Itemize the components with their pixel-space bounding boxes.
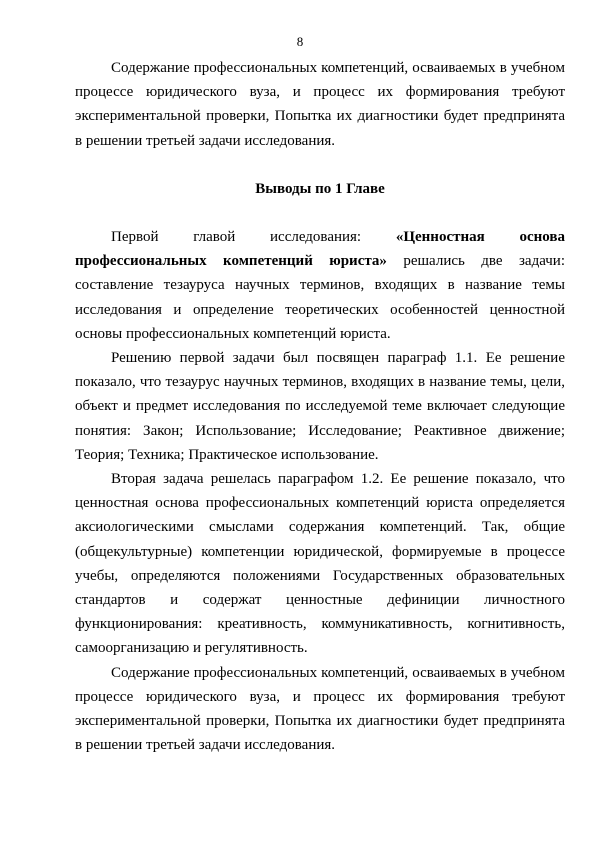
- paragraph-chapter-summary: [75, 225, 565, 346]
- chapter-title-bold: «Ценностная основа профессиональных компетенций юриста»: [75, 229, 566, 270]
- paragraph-closing: Содержание профессиональных компетенций, осваиваемых в учебном процессе юридического вуза, и процесс их формирования требуют экспериментальной проверки, Попытка их диагностики будет предпринята в решении третьей задачи исследования.: [75, 664, 565, 754]
- paragraph-second-task: Вторая задача решелась параграфом 1.2. Ее решение показало, что ценностная основа профессиональных компетенций юриста определяется аксиологическими смыслами содержания компетенций. Так, общие (общекультурные) компетенции юридической, формируемые в процессе учебы, определяются положениями Государственных образовательных стандартов и содержат ценностные дефиниции личностного функционирования: креативность, коммуникативность, когнитивность, самоорганизацию и регулятивность.: [75, 471, 565, 657]
- paragraph-chapter-summary-suffix: решались две задачи: составление тезауруса научных терминов, входящих в название темы исследования и определение теоретических особенностей ценностной основы профессиональных компетенций юриста.: [75, 253, 565, 342]
- paragraph-chapter-summary-prefix: Первой главой исследования:: [111, 229, 396, 246]
- page-number: 8: [296, 34, 304, 49]
- document-body: [75, 56, 565, 757]
- paragraph-intro: Содержание профессиональных компетенций, осваиваемых в учебном процессе юридического вуза, и процесс их формирования требуют экспериментальной проверки, Попытка их диагностики будет предпринята в решении третьей задачи исследования.: [75, 60, 565, 149]
- spacer: [75, 153, 565, 177]
- chapter-conclusions-heading: Выводы по 1 Главе: [255, 180, 385, 197]
- paragraph-first-task: Решению первой задачи был посвящен параграф 1.1. Ее решение показало, что тезаурус научных терминов, входящих в название темы, цели, объект и предмет исследования по исследуемой теме включает следующие понятия: Закон; Использование; Исследование; Реактивное движение; Теория; Техника; Практическое использование.: [75, 350, 565, 463]
- spacer: [75, 201, 565, 225]
